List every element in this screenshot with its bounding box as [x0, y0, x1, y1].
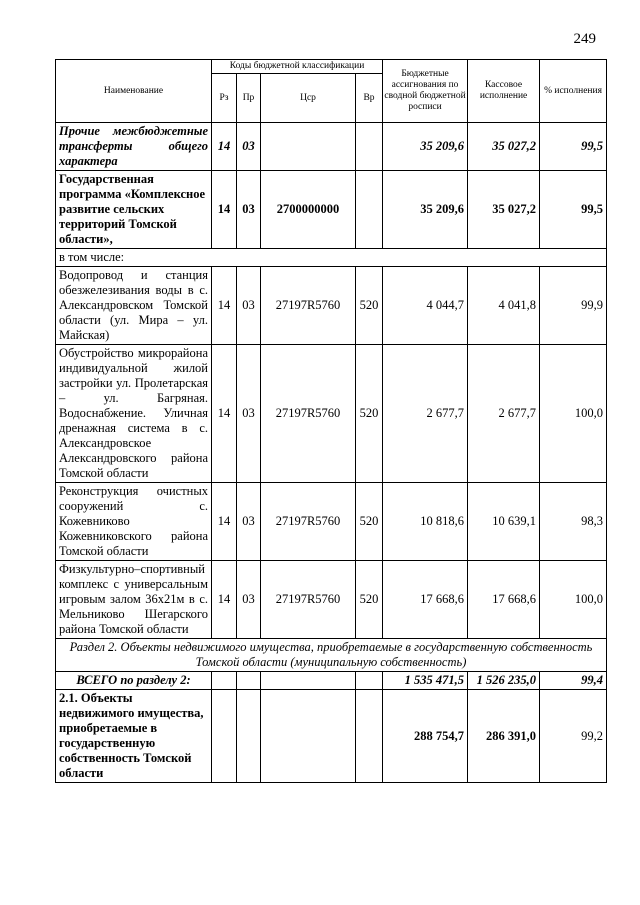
- table-row: Государственная программа «Комплексное развитие сельских территорий Томской области», 14 03 2700000000 35 209,6 35 027,2 99,5: [56, 171, 607, 249]
- header-pr: Пр: [237, 74, 261, 123]
- table-row: Водопровод и станция обезжелезивания воды в с. Александровском Томской области (ул. Мира – ул. Майская) 14 03 27197R5760 520 4 044,7 4 041,8 99,9: [56, 267, 607, 345]
- table-row: 2.1. Объекты недвижимого имущества, приобретаемые в государственную собственность Томской области 288 754,7 286 391,0 99,2: [56, 690, 607, 783]
- table-row: Прочие межбюджетные трансферты общего характера 14 03 35 209,6 35 027,2 99,5: [56, 123, 607, 171]
- table-row: в том числе:: [56, 249, 607, 267]
- header-name: Наименование: [56, 60, 212, 123]
- total-row: ВСЕГО по разделу 2: 1 535 471,5 1 526 235,0 99,4: [56, 672, 607, 690]
- header-csr: Цср: [261, 74, 356, 123]
- total-label: ВСЕГО по разделу 2:: [56, 672, 212, 690]
- header-codes: Коды бюджетной классификации: [212, 60, 383, 74]
- page-number: 249: [573, 31, 596, 47]
- table-row: Обустройство микрорайона индивидуальной жилой застройки ул. Пролетарская – ул. Багряная. Водоснабжение. Уличная дренажная система в с. Александровское Александровского района Томской области 14 03 27197R5760 520 2 677,7 2 677,7 100,0: [56, 345, 607, 483]
- budget-table: [55, 59, 607, 783]
- header-cash: Кассовое исполнение: [468, 60, 540, 123]
- header-allocations: Бюджетные ассигнования по сводной бюджетной росписи: [383, 60, 468, 123]
- header-vr: Вр: [356, 74, 383, 123]
- section-row: [56, 639, 607, 672]
- header-percent: % исполнения: [540, 60, 607, 123]
- table-row: Реконструкция очистных сооружений с. Кожевниково Кожевниковского района Томской области 14 03 27197R5760 520 10 818,6 10 639,1 98,3: [56, 483, 607, 561]
- table-row: Физкультурно–спортивный комплекс с универсальным игровым залом 36х21м в с. Мельниково Шегарского района Томской области 14 03 27197R5760 520 17 668,6 17 668,6 100,0: [56, 561, 607, 639]
- section-title: Раздел 2. Объекты недвижимого имущества, приобретаемые в государственную собственность Томской области (муниципальную собственность): [56, 639, 607, 672]
- header-rz: Рз: [212, 74, 237, 123]
